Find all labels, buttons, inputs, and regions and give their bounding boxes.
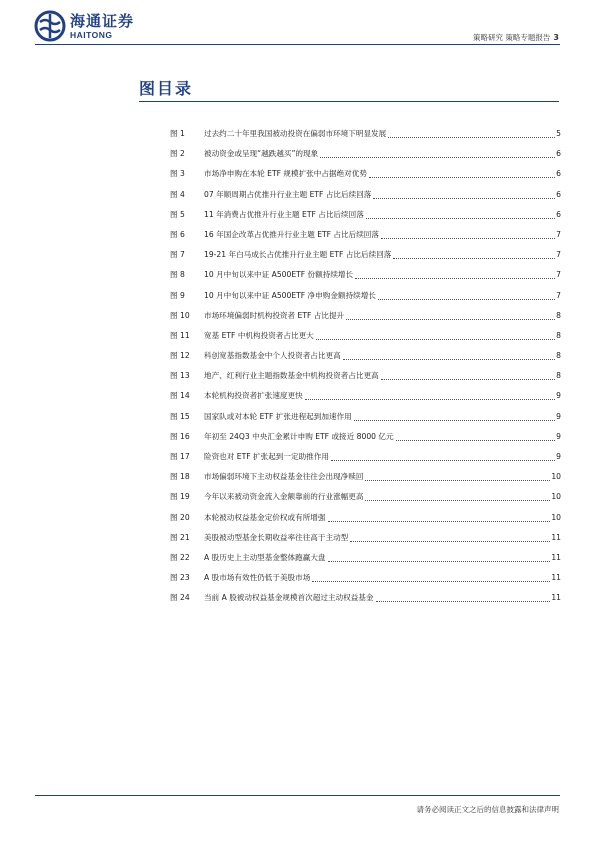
toc-entry-page: 8 [556, 310, 561, 320]
toc-leader-dots [328, 552, 551, 562]
toc-entry-page: 8 [556, 371, 561, 381]
toc-entry[interactable] [170, 249, 561, 269]
toc-entry-label: 图 23 [170, 573, 190, 583]
toc-entry[interactable] [170, 350, 561, 370]
toc-entry-label: 图 7 [170, 250, 185, 260]
toc-entry-page: 7 [556, 270, 561, 280]
toc-entry-title: 国家队或对本轮 ETF 扩张进程起到加速作用 [204, 411, 352, 421]
toc-entry[interactable] [170, 310, 561, 330]
toc-entry-title: 美股被动型基金长期收益率往往高于主动型 [204, 532, 349, 542]
toc-entry[interactable] [170, 552, 561, 572]
toc-entry-label: 图 19 [170, 492, 190, 502]
toc-entry-label: 图 11 [170, 330, 190, 340]
toc-entry-page: 8 [556, 330, 561, 340]
toc-entry-page: 7 [556, 229, 561, 239]
toc-leader-dots [316, 330, 555, 340]
footer-divider [35, 795, 560, 796]
toc-entry-label: 图 12 [170, 351, 190, 361]
toc-entry-page: 7 [556, 290, 561, 300]
toc-entry-title: A 股历史上主动型基金整体跑赢大盘 [204, 552, 326, 562]
brand-name-cn: 海通证券 [70, 12, 135, 30]
toc-entry[interactable] [170, 512, 561, 532]
toc-leader-dots [354, 411, 555, 421]
toc-entry[interactable] [170, 229, 561, 249]
toc-entry-label: 图 2 [170, 149, 185, 159]
toc-entry[interactable] [170, 128, 561, 148]
toc-leader-dots [331, 451, 555, 461]
toc-entry-label: 图 1 [170, 129, 185, 138]
toc-entry[interactable] [170, 411, 561, 431]
toc-entry-label: 图 16 [170, 431, 190, 441]
toc-entry-page: 9 [556, 391, 561, 401]
toc-entry-label: 图 8 [170, 270, 185, 280]
haitong-logo [34, 10, 169, 46]
page-title: 图目录 [139, 79, 194, 98]
toc-entry-page: 11 [551, 552, 561, 562]
toc-entry-title: A 股市场有效性仍低于美股市场 [204, 573, 311, 583]
toc-leader-dots [381, 370, 556, 380]
toc-leader-dots [343, 350, 555, 360]
toc-entry-page: 9 [556, 452, 561, 461]
toc-leader-dots [369, 168, 555, 178]
toc-leader-dots [350, 532, 550, 542]
toc-leader-dots [355, 269, 555, 279]
toc-entry-page: 10 [551, 472, 561, 482]
toc-entry-label: 图 20 [170, 512, 190, 522]
page-number: 3 [553, 33, 559, 42]
toc-entry[interactable] [170, 209, 561, 229]
toc-entry[interactable] [170, 592, 561, 612]
toc-entry[interactable] [170, 491, 561, 511]
toc-entry[interactable] [170, 269, 561, 289]
toc-entry-title: 市场环境偏弱时机构投资者 ETF 占比提升 [204, 310, 345, 320]
toc-entry-title: 07 年顺周期占优推升行业主题 ETF 占比后续回落 [204, 189, 372, 199]
toc-entry-page: 8 [556, 351, 561, 361]
toc-entry[interactable] [170, 168, 561, 188]
header-section-label [473, 32, 559, 43]
toc-entry-label: 图 21 [170, 532, 190, 542]
toc-entry-label: 图 9 [170, 290, 185, 300]
toc-leader-dots [365, 491, 550, 501]
brand-name-en: HAITONG [70, 30, 113, 40]
toc-leader-dots [381, 229, 555, 239]
toc-entry-title: 年初至 24Q3 中央汇金累计申购 ETF 或接近 8000 亿元 [204, 431, 394, 441]
toc-entry-title: 10 月中旬以来中证 A500ETF 份额持续增长 [204, 270, 354, 280]
toc-leader-dots [366, 209, 555, 219]
toc-leader-dots [393, 249, 555, 259]
toc-leader-dots [376, 592, 551, 602]
haitong-logo-icon [34, 10, 66, 42]
toc-entry-page: 5 [556, 129, 561, 138]
toc-entry-title: 本轮机构投资者扩张速度更快 [204, 391, 303, 401]
toc-entry[interactable] [170, 189, 561, 209]
toc-entry-page: 10 [551, 512, 561, 522]
toc-entry-title: 19-21 年白马成长占优推升行业主题 ETF 占比后续回落 [204, 250, 392, 260]
toc-entry-label: 图 17 [170, 452, 190, 461]
toc-entry[interactable] [170, 390, 561, 410]
toc-entry[interactable] [170, 431, 561, 451]
footer-disclaimer: 请务必阅读正文之后的信息披露和法律声明 [416, 805, 559, 814]
toc-entry-title: 本轮被动权益基金定价权或有所增强 [204, 512, 326, 522]
toc-entry-label: 图 13 [170, 371, 190, 381]
toc-entry-label: 图 24 [170, 593, 190, 603]
toc-entry-page: 11 [551, 532, 561, 542]
toc-entry[interactable] [170, 572, 561, 592]
toc-entry-label: 图 6 [170, 229, 185, 239]
toc-entry-label: 图 4 [170, 189, 185, 199]
toc-entry-label: 图 22 [170, 552, 190, 562]
report-section: 策略研究 策略专题报告 [473, 33, 551, 42]
toc-entry-title: 16 年国企改革占优推升行业主题 ETF 占比后续回落 [204, 229, 379, 239]
toc-entry-title: 被动资金或呈现“越跌越买”的现象 [204, 149, 319, 159]
title-divider [139, 101, 559, 102]
toc-entry-title: 宽基 ETF 中机构投资者占比更大 [204, 330, 314, 340]
toc-entry-title: 11 年消费占优推升行业主题 ETF 占比后续回落 [204, 209, 364, 219]
toc-leader-dots [373, 189, 555, 199]
toc-entry-title: 市场偏弱环境下主动权益基金往往会出现净赎回 [204, 472, 364, 482]
toc-leader-dots [388, 128, 555, 138]
toc-leader-dots [328, 512, 551, 522]
toc-entry-title: 过去约二十年里我国被动投资在偏弱市环境下明显发展 [204, 129, 387, 138]
toc-entry[interactable] [170, 290, 561, 310]
toc-entry-page: 11 [551, 573, 561, 583]
toc-entry[interactable] [170, 451, 561, 471]
toc-entry-page: 6 [556, 209, 561, 219]
toc-entry-title: 10 月中旬以来中证 A500ETF 净申购金额持续增长 [204, 290, 376, 300]
toc-entry-label: 图 18 [170, 472, 190, 482]
toc-entry-label: 图 15 [170, 411, 190, 421]
toc-entry-page: 6 [556, 169, 561, 179]
toc-entry-title: 市场净申购在本轮 ETF 规模扩张中占据绝对优势 [204, 169, 367, 179]
toc-leader-dots [305, 390, 555, 400]
toc-entry-page: 7 [556, 250, 561, 260]
toc-entry[interactable] [170, 370, 561, 390]
toc-entry-label: 图 3 [170, 169, 185, 179]
toc-entry-title: 地产、红利行业主题指数基金中机构投资者占比更高 [204, 371, 379, 381]
toc-leader-dots [396, 431, 556, 441]
toc-leader-dots [346, 310, 555, 320]
toc-entry-page: 6 [556, 189, 561, 199]
toc-leader-dots [378, 290, 555, 300]
toc-entry-label: 图 10 [170, 310, 190, 320]
toc-entry-page: 10 [551, 492, 561, 502]
toc-entry-page: 11 [551, 593, 561, 603]
toc-entry-page: 6 [556, 149, 561, 159]
header-divider [35, 44, 560, 45]
toc-entry-page: 9 [556, 431, 561, 441]
toc-entry-label: 图 14 [170, 391, 190, 401]
toc-entry-title: 险资也对 ETF 扩张起到一定助推作用 [204, 452, 329, 461]
toc-leader-dots [312, 572, 550, 582]
page-header [0, 0, 595, 48]
toc-leader-dots [320, 148, 555, 158]
toc-leader-dots [365, 471, 550, 481]
toc-entry[interactable] [170, 532, 561, 552]
toc-entry[interactable] [170, 148, 561, 168]
toc-entry-label: 图 5 [170, 209, 185, 219]
toc-entry-title: 当前 A 股被动权益基金规模首次超过主动权益基金 [204, 593, 374, 603]
figure-list [170, 128, 561, 613]
toc-entry-title: 科创宽基指数基金中个人投资者占比更高 [204, 351, 341, 361]
toc-entry[interactable] [170, 471, 561, 491]
toc-entry[interactable] [170, 330, 561, 350]
toc-entry-page: 9 [556, 411, 561, 421]
toc-entry-title: 今年以来被动资金流入金额靠前的行业涨幅更高 [204, 492, 364, 502]
